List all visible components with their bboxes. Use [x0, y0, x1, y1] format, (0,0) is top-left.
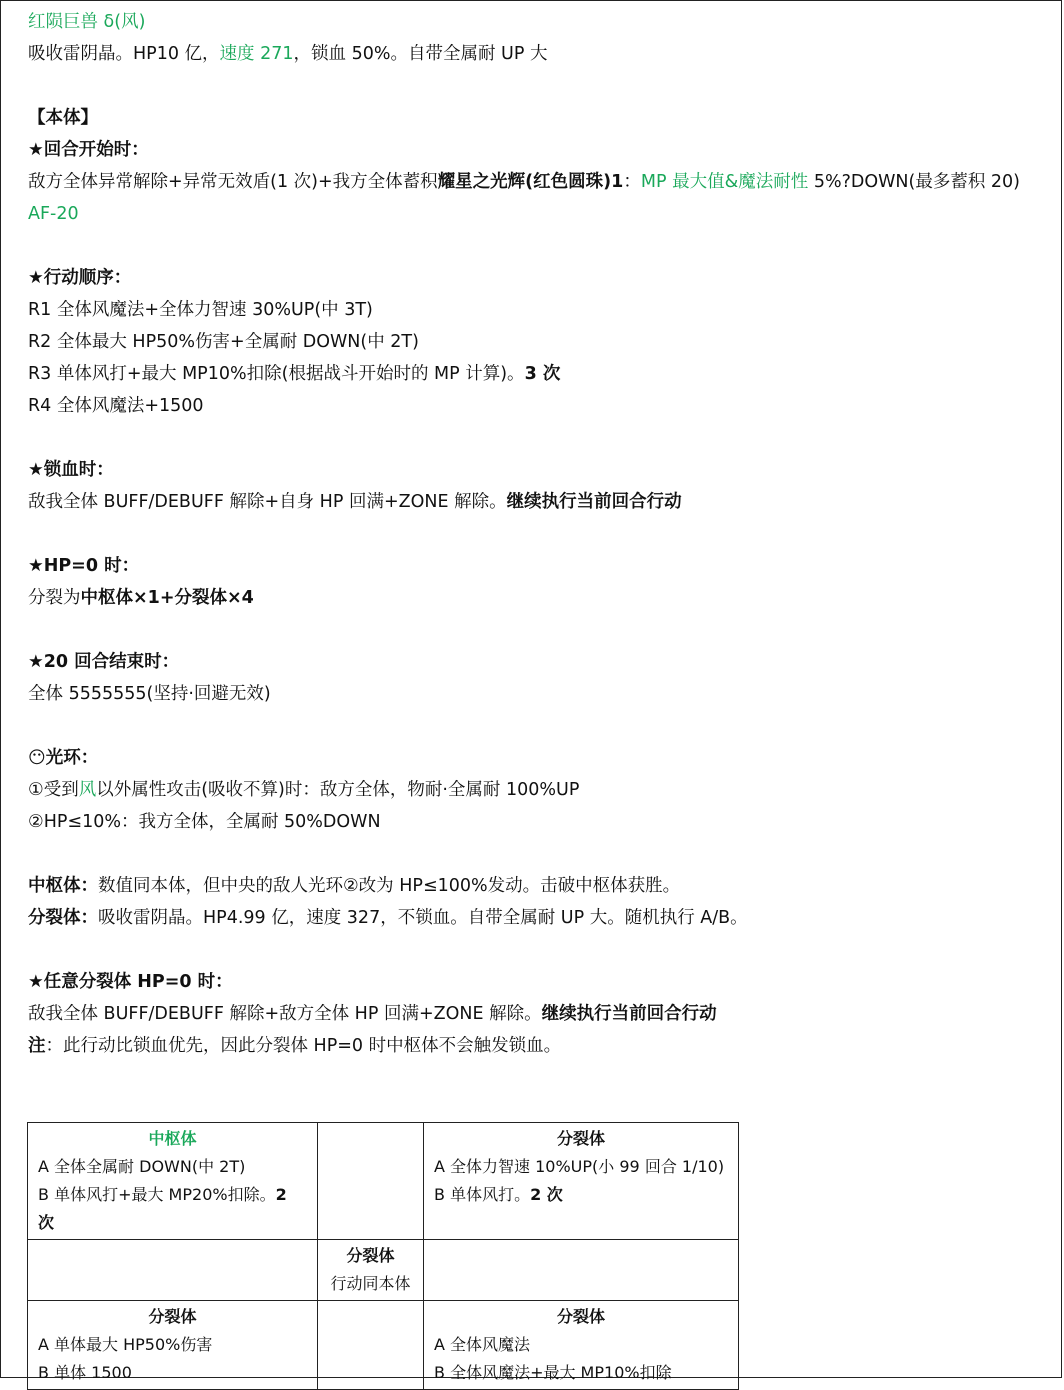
split-hp0-text	[28, 998, 1038, 1030]
split-label: 分裂体：	[28, 908, 98, 928]
cell-line-a: A 单体最大 HP50%伤害	[38, 1335, 213, 1354]
boss-name: 红陨巨兽 δ(风)	[28, 12, 146, 32]
table-row	[28, 1240, 739, 1301]
action-r3-text: R3 单体风打+最大 MP10%扣除(根据战斗开始时的 MP 计算)。	[28, 364, 525, 384]
cell-split-bottom-left	[28, 1301, 318, 1390]
cell-empty	[318, 1301, 424, 1390]
action-r2: R2 全体最大 HP50%伤害+全属耐 DOWN(中 2T)	[28, 332, 419, 352]
cell-line-b-count: 2 次	[530, 1185, 563, 1204]
main-body-header: 【本体】	[28, 108, 98, 128]
turn20-text: 全体 5555555(坚持·回避无效)	[28, 684, 271, 704]
boss-stats	[28, 38, 1038, 70]
cell-split-center	[318, 1240, 424, 1301]
aura-1-element: 风	[78, 780, 97, 800]
action-r1: R1 全体风魔法+全体力智速 30%UP(中 3T)	[28, 300, 373, 320]
cell-line-a: A 全体全属耐 DOWN(中 2T)	[38, 1157, 246, 1176]
cell-split-bottom-right	[424, 1301, 739, 1390]
cell-line-a: A 全体风魔法	[434, 1335, 531, 1354]
hp0-title: ★HP=0 时：	[28, 556, 140, 576]
split-hp0-text-1: 敌我全体 BUFF/DEBUFF 解除+敌方全体 HP 回满+ZONE 解除。	[28, 1004, 542, 1024]
cell-empty	[318, 1123, 424, 1240]
turn20-title: ★20 回合结束时：	[28, 652, 180, 672]
action-r3	[28, 358, 1038, 390]
split-text: 吸收雷阴晶。HP4.99 亿，速度 327，不锁血。自带全属耐 UP 大。随机执行 A/B。	[98, 908, 748, 928]
turn-start-colon: ：	[623, 172, 641, 192]
split-desc	[28, 902, 1038, 934]
stats-text-2: ，锁血 50%。自带全属耐 UP 大	[293, 44, 548, 64]
cell-line-b	[434, 1181, 728, 1209]
aura-1-a: ①受到	[28, 780, 79, 800]
document-body	[28, 6, 1038, 1062]
split-hp0-title: ★任意分裂体 HP=0 时：	[28, 972, 233, 992]
cell-line-b	[38, 1181, 307, 1237]
aura-1	[28, 774, 1038, 806]
cell-line-b: B 全体风魔法+最大 MP10%扣除	[434, 1363, 672, 1382]
core-desc	[28, 870, 1038, 902]
aura-1-c: 以外属性攻击(吸收不算)时：敌方全体，物耐·全属耐 100%UP	[96, 780, 580, 800]
aura-title-text: 光环：	[45, 748, 99, 768]
note-text: ：此行动比锁血优先，因此分裂体 HP=0 时中枢体不会触发锁血。	[45, 1036, 562, 1056]
lock-text	[28, 486, 1038, 518]
note-label: 注	[28, 1036, 46, 1056]
core-text: 数值同本体，但中央的敌人光环②改为 HP≤100%发动。击破中枢体获胜。	[98, 876, 681, 896]
hp0-text	[28, 582, 1038, 614]
turn-start-bold: 耀星之光辉(红色圆珠)1	[437, 172, 624, 192]
lock-text-bold: 继续执行当前回合行动	[506, 492, 682, 512]
action-r4: R4 全体风魔法+1500	[28, 396, 204, 416]
cell-core	[28, 1123, 318, 1240]
aura-title	[28, 742, 1038, 774]
cell-title: 分裂体	[556, 1129, 605, 1148]
lock-title: ★锁血时：	[28, 460, 114, 480]
cell-title: 分裂体	[148, 1307, 197, 1326]
turn-start-title: ★回合开始时：	[28, 140, 149, 160]
cell-line-a: 行动同本体	[330, 1274, 411, 1293]
core-label: 中枢体：	[28, 876, 98, 896]
hp0-text-1: 分裂为	[28, 588, 81, 608]
face-icon: 😶	[28, 748, 46, 768]
cell-line-b-count: 2 次	[38, 1185, 287, 1232]
split-hp0-bold: 继续执行当前回合行动	[541, 1004, 717, 1024]
note	[28, 1030, 1038, 1062]
cell-line-b: B 单体 1500	[38, 1363, 132, 1382]
cell-line-a: A 全体力智速 10%UP(小 99 回合 1/10)	[434, 1157, 725, 1176]
lock-text-1: 敌我全体 BUFF/DEBUFF 解除+自身 HP 回满+ZONE 解除。	[28, 492, 507, 512]
cell-title: 中枢体	[148, 1129, 197, 1148]
action-order-title: ★行动顺序：	[28, 268, 132, 288]
turn-start-green: MP 最大值&魔法耐性	[640, 172, 809, 192]
turn-start-text-1: 敌方全体异常解除+异常无效盾(1 次)+我方全体蓄积	[28, 172, 438, 192]
cell-line-b-text: B 单体风打+最大 MP20%扣除。	[38, 1185, 276, 1204]
cell-empty	[28, 1240, 318, 1301]
stats-text: 吸收雷阴晶。HP10 亿，	[28, 44, 220, 64]
cell-empty	[424, 1240, 739, 1301]
table-row	[28, 1301, 739, 1390]
cell-split-top-right	[424, 1123, 739, 1240]
aura-2: ②HP≤10%：我方全体，全属耐 50%DOWN	[28, 812, 381, 832]
turn-start-text	[28, 166, 1038, 198]
table-row	[28, 1123, 739, 1240]
speed-value: 速度 271	[219, 44, 294, 64]
hp0-text-bold: 中枢体×1+分裂体×4	[80, 588, 254, 608]
turn-start-text-5: 5%?DOWN(最多蓄积 20)	[808, 172, 1020, 192]
cell-line-b-text: B 单体风打。	[434, 1185, 531, 1204]
action-r3-count: 3 次	[524, 364, 561, 384]
af-value: AF-20	[28, 204, 79, 224]
cell-title: 分裂体	[556, 1307, 605, 1326]
cell-title: 分裂体	[346, 1246, 395, 1265]
formation-table	[27, 1122, 739, 1390]
